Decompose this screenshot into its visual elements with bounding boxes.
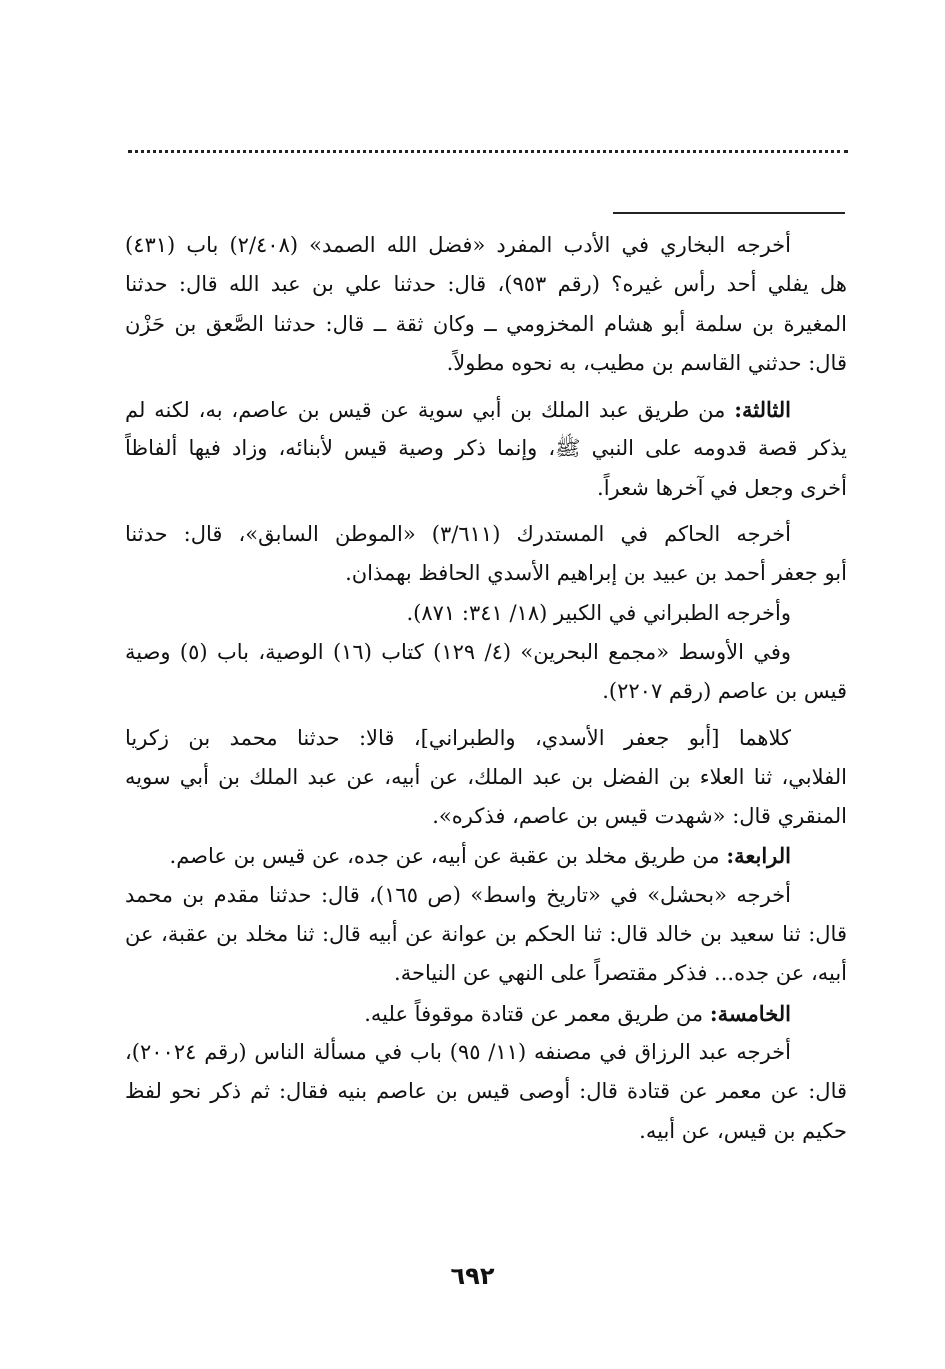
text-line (125, 836, 847, 875)
footnote-text (125, 226, 847, 1151)
text-line: المغيرة بن سلمة أبو هشام المخزومي ــ وكان ثقة ــ قال: حدثنا الصَّعق بن حَزْن (125, 311, 847, 336)
page-number: ٦٩٢ (450, 1262, 495, 1290)
paragraph-fourth-route (125, 836, 847, 875)
text-line: قال: عن معمر عن قتادة قال: أوصى قيس بن عاصم بنيه فقال: ثم ذكر نحو لفظ (125, 1079, 847, 1104)
text-line: قال: حدثني القاسم بن مطيب، به نحوه مطولاً. (446, 350, 847, 375)
paragraph-bahshal (125, 876, 847, 994)
text-segment: من طريق مخلد بن عقبة عن أبيه، عن جده، عن قيس بن عاصم. (169, 844, 720, 869)
text-line (125, 994, 847, 1033)
text-line (125, 390, 847, 429)
text-line: وأخرجه الطبراني في الكبير (١٨/ ٣٤١: ٨٧١). (406, 600, 791, 625)
text-segment: من طريق عبد الملك بن أبي سوية عن قيس بن عاصم، به، لكنه لم (125, 398, 726, 423)
text-line: هل يفلي أحد رأس غيره؟ (رقم ٩٥٣)، قال: حدثنا علي بن عبد الله قال: حدثنا (125, 272, 847, 297)
paragraph-hakim (125, 515, 847, 594)
section-heading: الثالثة: (734, 397, 791, 423)
text-line: الفلابي، ثنا العلاء بن الفضل بن عبد الملك، عن أبيه، عن عبد الملك بن أبي سويه (125, 764, 847, 789)
paragraph-bukhari (125, 226, 847, 383)
section-heading: الخامسة: (709, 1000, 791, 1026)
text-line: وفي الأوسط «مجمع البحرين» (٤/ ١٢٩) كتاب (١٦) الوصية، باب (٥) وصية (125, 639, 791, 664)
text-line: المنقري قال: «شهدت قيس بن عاصم، فذكره». (432, 804, 847, 829)
text-line: حكيم بن قيس، عن أبيه. (639, 1118, 847, 1143)
text-line: كلاهما [أبو جعفر الأسدي، والطبراني]، قالا: حدثنا محمد بن زكريا (125, 725, 791, 750)
paragraph-tabarani-kabir (125, 594, 847, 633)
text-line: أخرجه الحاكم في المستدرك (٣/٦١١) «الموطن السابق»، قال: حدثنا (125, 522, 791, 547)
text-segment: من طريق معمر عن قتادة موقوفاً عليه. (364, 1001, 704, 1026)
text-line: يذكر قصة قدومه على النبي ﷺ، وإنما ذكر وصية قيس لأبنائه، وزاد فيها ألفاظاً (125, 436, 847, 461)
footnote-rule (613, 212, 845, 214)
text-line: أخرجه البخاري في الأدب المفرد «فضل الله الصمد» (٢/٤٠٨) باب (٤٣١) (125, 233, 792, 257)
text-line: أخرجه «بحشل» في «تاريخ واسط» (ص ١٦٥)، قال: حدثنا مقدم بن محمد (125, 882, 791, 907)
paragraph-fifth-route (125, 994, 847, 1033)
paragraph-third-route (125, 390, 847, 508)
text-line: قال: ثنا سعيد بن خالد قال: ثنا الحكم بن عوانة عن أبيه قال: ثنا مخلد بن عقبة، عن (125, 922, 847, 947)
paragraph-both (125, 719, 847, 837)
dotted-separator (128, 150, 848, 153)
text-line: أبيه، عن جده... فذكر مقتصراً على النهي عن النياحة. (394, 961, 847, 986)
text-line: أخرى وجعل في آخرها شعراً. (597, 475, 847, 500)
text-line: أخرجه عبد الرزاق في مصنفه (١١/ ٩٥) باب في مسألة الناس (رقم ٢٠٠٢٤)، (125, 1039, 791, 1064)
paragraph-abdurrazzaq (125, 1033, 847, 1151)
paragraph-tabarani-awsat (125, 633, 847, 712)
text-line: أبو جعفر أحمد بن عبيد بن إبراهيم الأسدي الحافظ بهمذان. (345, 561, 847, 586)
text-line: قيس بن عاصم (رقم ٢٢٠٧). (602, 679, 847, 704)
section-heading: الرابعة: (726, 843, 791, 869)
